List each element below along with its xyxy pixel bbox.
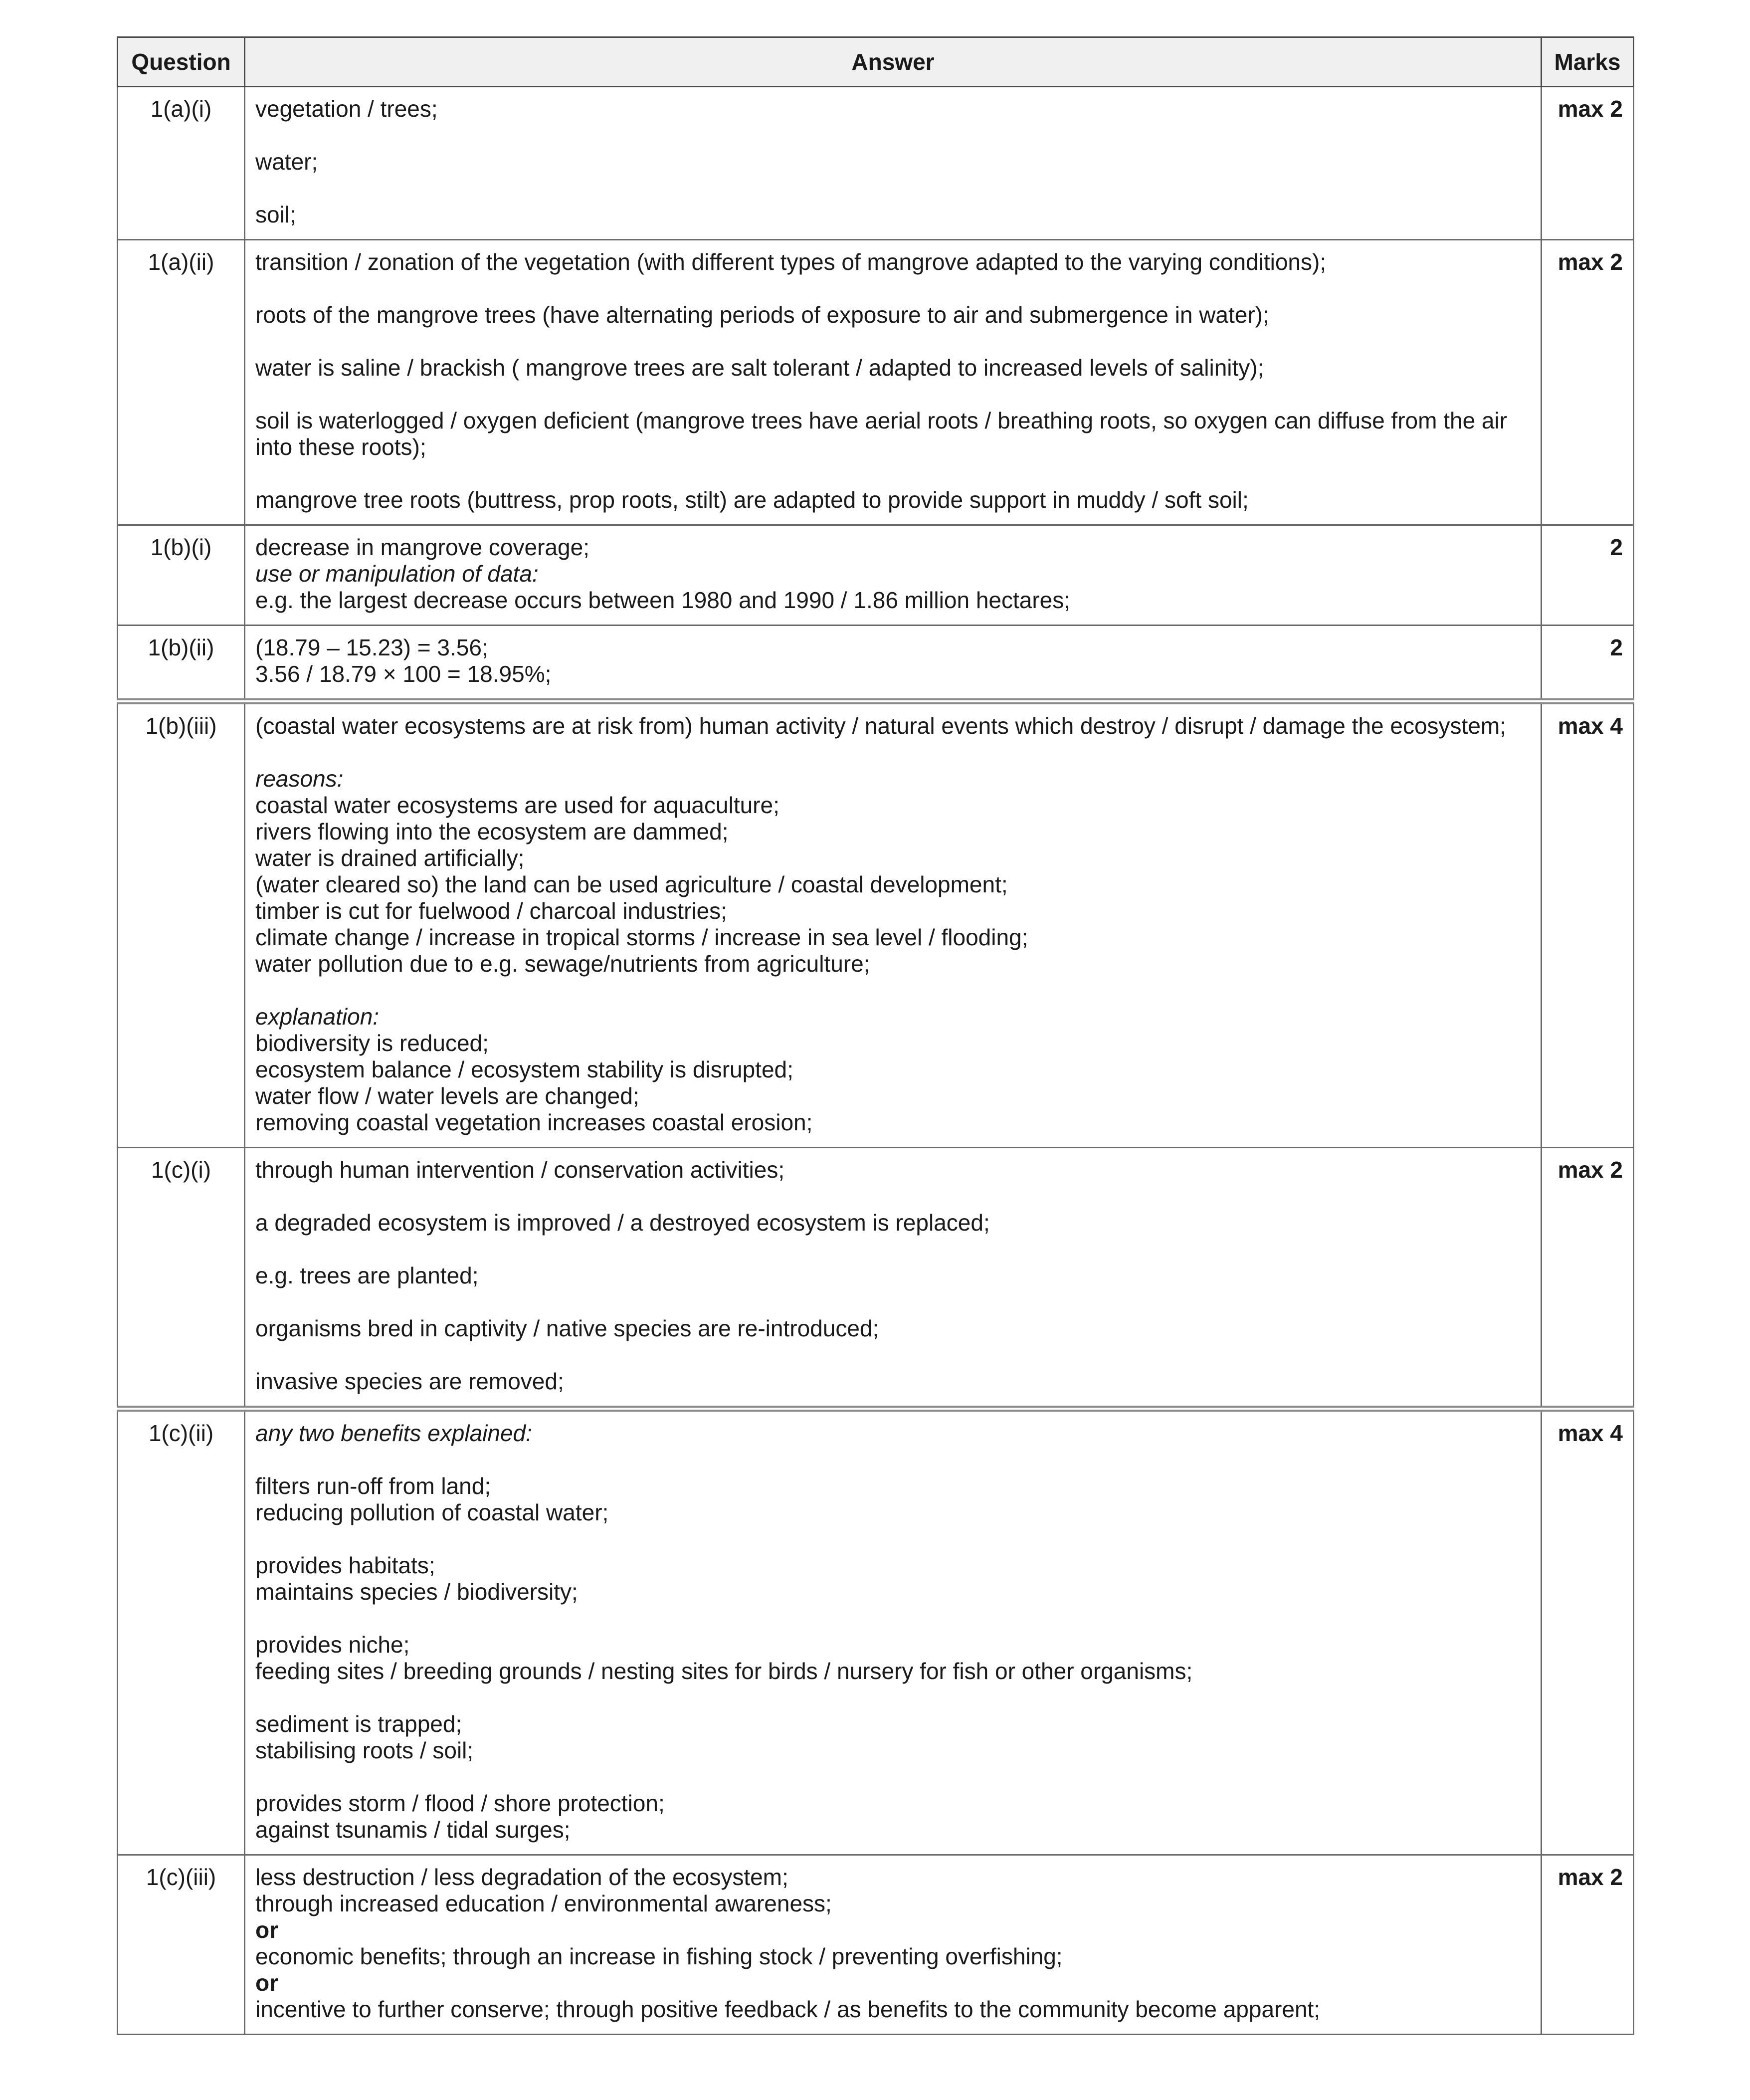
- answer-line: mangrove tree roots (buttress, prop roots, stilt) are adapted to provide support in muddy / soft soil;: [255, 487, 1249, 513]
- line-spacer: [255, 1183, 1531, 1210]
- answer-line: sediment is trapped;: [255, 1711, 462, 1737]
- answer-line: water is drained artificially;: [255, 845, 525, 871]
- answer-line: removing coastal vegetation increases coastal erosion;: [255, 1109, 813, 1135]
- answer-line: reducing pollution of coastal water;: [255, 1499, 609, 1525]
- table-row: [118, 626, 1634, 702]
- answer-line: feeding sites / breeding grounds / nesting sites for birds / nursery for fish or other organisms;: [255, 1658, 1193, 1684]
- marks-value: max 4: [1542, 701, 1634, 1148]
- answer-line: roots of the mangrove trees (have alternating periods of exposure to air and submergence in water);: [255, 302, 1269, 328]
- table-row: [118, 87, 1634, 240]
- question-number: 1(b)(iii): [118, 701, 245, 1148]
- line-spacer: [255, 739, 1531, 766]
- answer-column-header: Answer: [245, 37, 1542, 87]
- mark-scheme-table: [117, 36, 1634, 2035]
- answer-line: less destruction / less degradation of the ecosystem;: [255, 1864, 788, 1890]
- answer-line: provides habitats;: [255, 1552, 435, 1578]
- table-row: [118, 240, 1634, 525]
- answer-line: biodiversity is reduced;: [255, 1030, 489, 1056]
- header-row: [118, 37, 1634, 87]
- answer-line: against tsunamis / tidal surges;: [255, 1817, 571, 1843]
- line-spacer: [255, 122, 1531, 149]
- question-number: 1(c)(i): [118, 1148, 245, 1409]
- mark-scheme-page: [117, 36, 1633, 2035]
- answer-line: decrease in mangrove coverage;: [255, 534, 589, 560]
- answer-line: organisms bred in captivity / native species are re-introduced;: [255, 1315, 879, 1341]
- answer-line: soil;: [255, 202, 296, 227]
- answer-line: (18.79 – 15.23) = 3.56;: [255, 634, 488, 660]
- question-number: 1(a)(i): [118, 87, 245, 240]
- marks-value: 2: [1542, 626, 1634, 702]
- answer-line: e.g. trees are planted;: [255, 1262, 479, 1288]
- answer-line: e.g. the largest decrease occurs between 1980 and 1990 / 1.86 million hectares;: [255, 587, 1071, 613]
- line-spacer: [255, 977, 1531, 1004]
- marks-value: max 2: [1542, 1855, 1634, 2035]
- line-spacer: [255, 460, 1531, 487]
- marks-value: 2: [1542, 525, 1634, 626]
- answer-line: through human intervention / conservation activities;: [255, 1157, 785, 1183]
- line-spacer: [255, 1289, 1531, 1315]
- answer-line: filters run-off from land;: [255, 1473, 491, 1499]
- answer-line: soil is waterlogged / oxygen deficient (mangrove trees have aerial roots / breathing roots, so oxygen can diffuse from the air: [255, 408, 1508, 433]
- answer-line: 3.56 / 18.79 × 100 = 18.95%;: [255, 661, 552, 687]
- line-spacer: [255, 1684, 1531, 1711]
- answer-subheading: use or manipulation of data:: [255, 561, 539, 587]
- question-number: 1(b)(i): [118, 525, 245, 626]
- table-row: [118, 701, 1634, 1148]
- line-spacer: [255, 1342, 1531, 1368]
- answer-line: timber is cut for fuelwood / charcoal industries;: [255, 898, 727, 924]
- answer-line: a degraded ecosystem is improved / a destroyed ecosystem is replaced;: [255, 1210, 990, 1236]
- line-spacer: [255, 1236, 1531, 1262]
- answer-line: (coastal water ecosystems are at risk from) human activity / natural events which destroy / disrupt / damage the ecosystem;: [255, 713, 1507, 739]
- table-row: [118, 1148, 1634, 1409]
- answer-cell: [245, 525, 1542, 626]
- answer-cell: [245, 626, 1542, 702]
- line-spacer: [255, 381, 1531, 408]
- answer-subheading: reasons:: [255, 766, 344, 792]
- answer-line: provides storm / flood / shore protection;: [255, 1790, 665, 1816]
- marks-value: max 2: [1542, 1148, 1634, 1409]
- table-header: [118, 37, 1634, 87]
- question-column-header: Question: [118, 37, 245, 87]
- question-number: 1(c)(iii): [118, 1855, 245, 2035]
- answer-line: stabilising roots / soil;: [255, 1737, 474, 1763]
- answer-cell: [245, 701, 1542, 1148]
- answer-connective: or: [255, 1917, 278, 1943]
- line-spacer: [255, 175, 1531, 202]
- line-spacer: [255, 328, 1531, 355]
- answer-line: maintains species / biodiversity;: [255, 1579, 578, 1605]
- marks-column-header: Marks: [1542, 37, 1634, 87]
- answer-cell: [245, 240, 1542, 525]
- question-number: 1(c)(ii): [118, 1409, 245, 1855]
- question-number: 1(a)(ii): [118, 240, 245, 525]
- table-row: [118, 1855, 1634, 2035]
- answer-line: water is saline / brackish ( mangrove trees are salt tolerant / adapted to increased levels of salinity);: [255, 355, 1264, 381]
- answer-cell: [245, 1409, 1542, 1855]
- table-row: [118, 525, 1634, 626]
- answer-cell: [245, 1148, 1542, 1409]
- answer-line: climate change / increase in tropical storms / increase in sea level / flooding;: [255, 924, 1028, 950]
- line-spacer: [255, 1447, 1531, 1473]
- question-number: 1(b)(ii): [118, 626, 245, 702]
- answer-line: economic benefits; through an increase in fishing stock / preventing overfishing;: [255, 1943, 1063, 1969]
- line-spacer: [255, 275, 1531, 302]
- answer-line: water flow / water levels are changed;: [255, 1083, 639, 1109]
- answer-cell: [245, 1855, 1542, 2035]
- answer-line: incentive to further conserve; through positive feedback / as benefits to the community become apparent;: [255, 1996, 1321, 2022]
- answer-line: into these roots);: [255, 434, 426, 460]
- line-spacer: [255, 1764, 1531, 1790]
- answer-subheading: explanation:: [255, 1004, 380, 1030]
- answer-line: water;: [255, 149, 318, 175]
- answer-line: provides niche;: [255, 1632, 410, 1658]
- answer-line: (water cleared so) the land can be used agriculture / coastal development;: [255, 871, 1008, 897]
- line-spacer: [255, 1605, 1531, 1632]
- answer-line: coastal water ecosystems are used for aquaculture;: [255, 792, 779, 818]
- answer-line: water pollution due to e.g. sewage/nutrients from agriculture;: [255, 951, 870, 977]
- answer-line: invasive species are removed;: [255, 1368, 564, 1394]
- marks-value: max 4: [1542, 1409, 1634, 1855]
- answer-line: vegetation / trees;: [255, 96, 438, 122]
- answer-subheading: any two benefits explained:: [255, 1420, 532, 1446]
- answer-connective: or: [255, 1970, 278, 1996]
- answer-line: ecosystem balance / ecosystem stability is disrupted;: [255, 1056, 793, 1082]
- line-spacer: [255, 1526, 1531, 1552]
- marks-value: max 2: [1542, 87, 1634, 240]
- answer-line: through increased education / environmental awareness;: [255, 1890, 832, 1916]
- marks-value: max 2: [1542, 240, 1634, 525]
- answer-cell: [245, 87, 1542, 240]
- table-row: [118, 1409, 1634, 1855]
- answer-line: rivers flowing into the ecosystem are dammed;: [255, 819, 729, 844]
- table-body: [118, 87, 1634, 2035]
- answer-line: transition / zonation of the vegetation (with different types of mangrove adapted to the varying conditions);: [255, 249, 1327, 275]
